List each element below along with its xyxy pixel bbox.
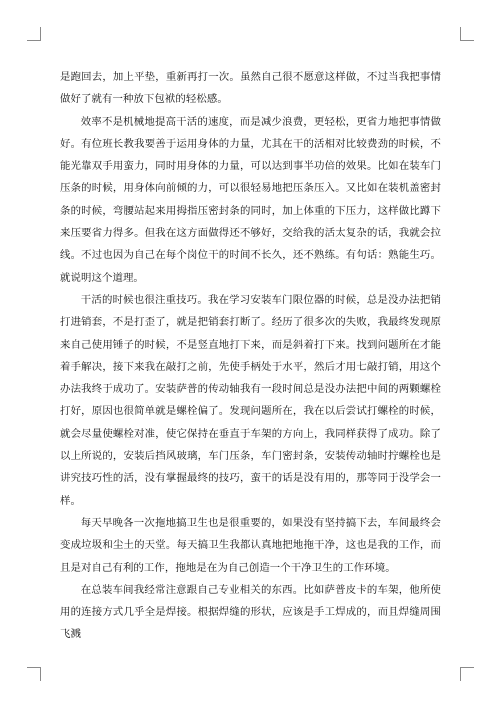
document-body [60, 66, 441, 646]
paragraph-cleaning: 每天早晚各一次拖地搞卫生也是很重要的，如果没有坚持搞下去，车间最终会变成垃圾和尘土的天堂。每天搞卫生我都认真地把地拖干净，这也是我的工作，而且是对自己有利的工作，拖地是在为自己创造一个干净卫生的工作环境。 [60, 516, 441, 574]
paragraph-continuation: 是跑回去，加上平垫，重新再打一次。虽然自己很不愿意这样做，不过当我把事情做好了就有一种放下包袱的轻松感。 [60, 71, 441, 106]
crop-mark-top-left [27, 27, 41, 41]
crop-mark-top-right [460, 27, 474, 41]
crop-mark-bottom-right [460, 667, 474, 681]
paragraph-technique: 干活的时候也很注重技巧。我在学习安装车门限位器的时候，总是没办法把销打进销套，不是打歪了，就是把销套打断了。经历了很多次的失败，我最终发现原来自己使用锤子的时候，不是竖直地打下来，而是斜着打下来。找到问题所在才能着手解决，接下来我在敲打之前，先使手柄处于水平，然后才用七敲打销，用这个办法我终于成功了。安装萨普的传动轴我有一段时间总是没办法把中间的两颗螺栓打好，原因也很简单就是螺栓偏了。发现问题所在，我在以后尝试打螺栓的时候，就会尽量使螺栓对准，使它保持在垂直于车架的方向上，我同样获得了成功。除了以上所说的，安装后挡风玻璃，车门压条，车门密封条，安装传动轴时拧螺栓也是讲究技巧性的活，没有掌握最终的技巧，蛮干的话是没有用的，那等同于没学会一样。 [60, 293, 441, 507]
paragraph-assembly-observation: 在总装车间我经常注意跟自己专业相关的东西。比如萨普皮卡的车架，他所使用的连接方式几乎全是焊接。根据焊缝的形状，应该是手工焊成的，而且焊缝周围飞溅 [60, 583, 441, 641]
paragraph-efficiency: 效率不是机械地提高干活的速度，而是减少浪费，更轻松，更省力地把事情做好。有位班长教我要善于运用身体的力量，尤其在干的活相对比较费劲的时候，不能光靠双手用蛮力，同时用身体的力量，可以达到事半功倍的效果。比如在装车门压条的时候，用身体向前倾的力，可以很轻易地把压条压入。又比如在装机盖密封条的时候，弯腰站起来用拇指压密封条的同时，加上体重的下压力，这样做比蹲下来压要省力得多。但我在这方面做得还不够好，交给我的活太复杂的话，我就会拉线。不过也因为自己在每个岗位干的时间不长久，还不熟练。有句话：熟能生巧。就说明这个道理。 [60, 115, 441, 284]
crop-mark-bottom-left [27, 667, 41, 681]
